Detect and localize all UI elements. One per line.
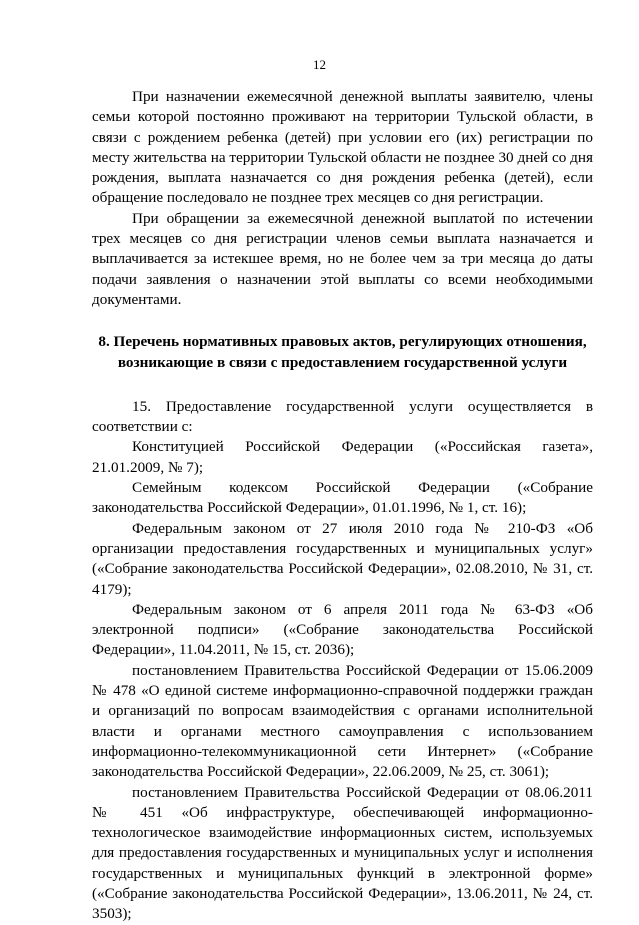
paragraph: При назначении ежемесячной денежной выплаты заявителю, члены семьи которой постоянно проживают на территории Тульской области, в связи с рождением ребенка (детей) при условии его (их) регистрации по месту жительства на территории Тульской области не позднее 30 дней со дня рождения, выплата назначается со дня рождения ребенка (детей), если обращение последовало не позднее трех месяцев со дня регистрации. <box>92 88 593 207</box>
paragraph: постановлением Правительства Российской Федерации от 08.06.2011 № 451 «Об инфраструктуре, обеспечивающей информационно-технологическое взаимодействие информационных систем, используемых для предоставления государственных и муниципальных услуг и исполнения государственных и муниципальных функций в электронной форме» («Собрание законодательства Российской Федерации», 13.06.2011, № 24, ст. 3503); <box>92 783 593 923</box>
paragraph: Конституцией Российской Федерации («Российская газета», 21.01.2009, № 7); <box>92 438 593 476</box>
paragraph: Семейным кодексом Российской Федерации («Собрание законодательства Российской Федерации», 01.01.1996, № 1, ст. 16); <box>92 479 593 517</box>
paragraph: постановлением Правительства Российской Федерации от 15.06.2009 № 478 «О единой системе информационно-справочной поддержки граждан и организаций по вопросам взаимодействия с органами исполнительной власти и органами местного самоуправления с использованием информационно-телекоммуникационной сети Интернет» («Собрание законодательства Российской Федерации», 22.06.2009, № 25, ст. 3061); <box>92 661 593 781</box>
document-body <box>92 87 593 925</box>
paragraph: 15. Предоставление государственной услуги осуществляется в соответствии с: <box>92 397 593 436</box>
section-heading <box>92 332 593 373</box>
paragraph: Федеральным законом от 6 апреля 2011 года № 63-ФЗ «Об электронной подписи» («Собрание законодательства Российской Федерации», 11.04.2011, № 15, ст. 2036); <box>92 600 593 659</box>
page-number: 12 <box>313 57 326 72</box>
section-heading-line: 8. Перечень нормативных правовых актов, регулирующих отношения, <box>98 333 587 351</box>
section-heading-line: возникающие в связи с предоставлением государственной услуги <box>117 353 568 371</box>
paragraph: Федеральным законом от 27 июля 2010 года № 210-ФЗ «Об организации предоставления государственных и муниципальных услуг» («Собрание законодательства Российской Федерации», 02.08.2010, № 31, ст. 4179); <box>92 519 593 598</box>
paragraph: При обращении за ежемесячной денежной выплатой по истечении трех месяцев со дня регистрации членов семьи выплата назначается и выплачивается за истекшее время, но не более чем за три месяца до даты подачи заявления о назначении этой выплаты со всеми необходимыми документами. <box>92 209 593 308</box>
